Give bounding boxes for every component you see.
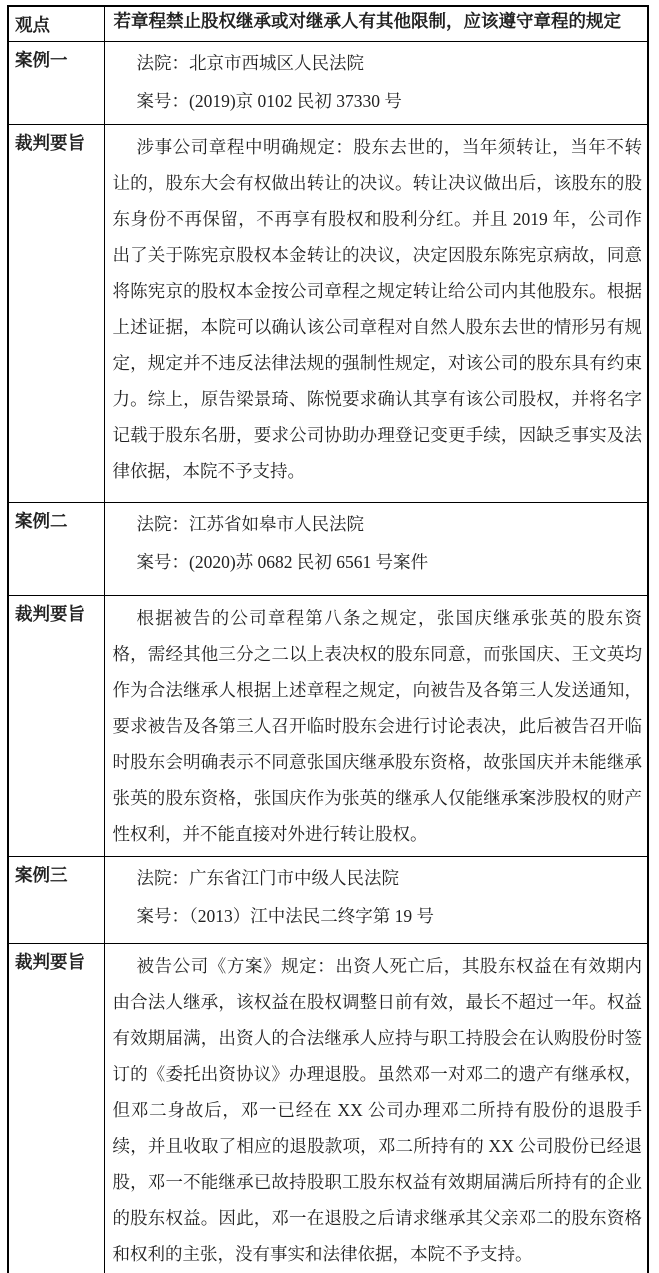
case1-header-cell [104,41,648,124]
case1-gist-label: 裁判要旨 [8,124,104,502]
case2-gist-cell [104,595,648,856]
case-summary-table [7,5,649,1273]
case3-gist-text: 被告公司《方案》规定：出资人死亡后，其股东权益在有效期内由合法人继承，该权益在股权调整日前有效，最长不超过一年。权益有效期届满，出资人的合法继承人应持与职工持股会在认购股份时签订的《委托出资协议》办理退股。虽然邓一对邓二的遗产有继承权，但邓二身故后，邓一已经在 XX 公司办理邓二所持有股份的退股手续，并且收取了相应的退股款项，邓二所持有的 XX 公司股份已经退股，邓一不能继承已故持股职工股东权益有效期届满后所持有的企业的股东权益。因此，邓一在退股之后请求继承其父亲邓二的股东资格和权利的主张，没有事实和法律依据，本院不予支持。 [112,955,642,1264]
case2-gist-label: 裁判要旨 [8,595,104,856]
viewpoint-text: 若章程禁止股权继承或对继承人有其他限制，应该遵守章程的规定 [104,6,648,41]
case1-row-label: 案例一 [8,41,104,124]
case2-gist-text: 根据被告的公司章程第八条之规定，张国庆继承张英的股东资格，需经其他三分之二以上表决权的股东同意，而张国庆、王文英均作为合法继承人根据上述章程之规定，向被告及各第三人发送通知，要求被告及各第三人召开临时股东会进行讨论表决，此后被告召开临时股东会明确表示不同意张国庆继承股东资格，故张国庆并未能继承张英的股东资格，张国庆作为张英的继承人仅能继承案涉股权的财产性权利，并不能直接对外进行转让股权。 [112,607,642,844]
case1-court-line: 法院：北京市西城区人民法院 [136,52,364,73]
case3-header-cell [104,856,648,943]
case2-gist-row [8,595,648,856]
case2-court-line: 法院：江苏省如皋市人民法院 [136,513,364,534]
case3-gist-cell [104,943,648,1273]
case2-header-row [8,502,648,595]
case2-number-line: 案号：(2020)苏 0682 民初 6561 号案件 [136,551,429,572]
viewpoint-row-label: 观点 [8,6,104,41]
case3-gist-label: 裁判要旨 [8,943,104,1273]
case1-number-line: 案号：(2019)京 0102 民初 37330 号 [136,90,402,111]
case3-court-line: 法院：广东省江门市中级人民法院 [136,867,399,888]
case1-gist-cell [104,124,648,502]
case3-gist-row [8,943,648,1273]
viewpoint-row [8,6,648,41]
case1-gist-row [8,124,648,502]
case2-row-label: 案例二 [8,502,104,595]
case1-header-row [8,41,648,124]
case1-gist-text: 涉事公司章程中明确规定：股东去世的，当年须转让，当年不转让的，股东大会有权做出转让的决议。转让决议做出后，该股东的股东身份不再保留，不再享有股权和股利分红。并且 2019 年，公司作出了关于陈宪京股权本金转让的决议，决定因股东陈宪京病故，同意将陈宪京的股权本金按公司章程之规定转让给公司内其他股东。根据上述证据，本院可以确认该公司章程对自然人股东去世的情形另有规定，规定并不违反法律法规的强制性规定，对该公司的股东具有约束力。综上，原告梁景琦、陈悦要求确认其享有该公司股权，并将名字记载于股东名册，要求公司协助办理登记变更手续，因缺乏事实及法律依据，本院不予支持。 [112,136,642,481]
case2-header-cell [104,502,648,595]
case3-row-label: 案例三 [8,856,104,943]
case3-number-line: 案号：（2013）江中法民二终字第 19 号 [136,905,434,926]
case3-header-row [8,856,648,943]
